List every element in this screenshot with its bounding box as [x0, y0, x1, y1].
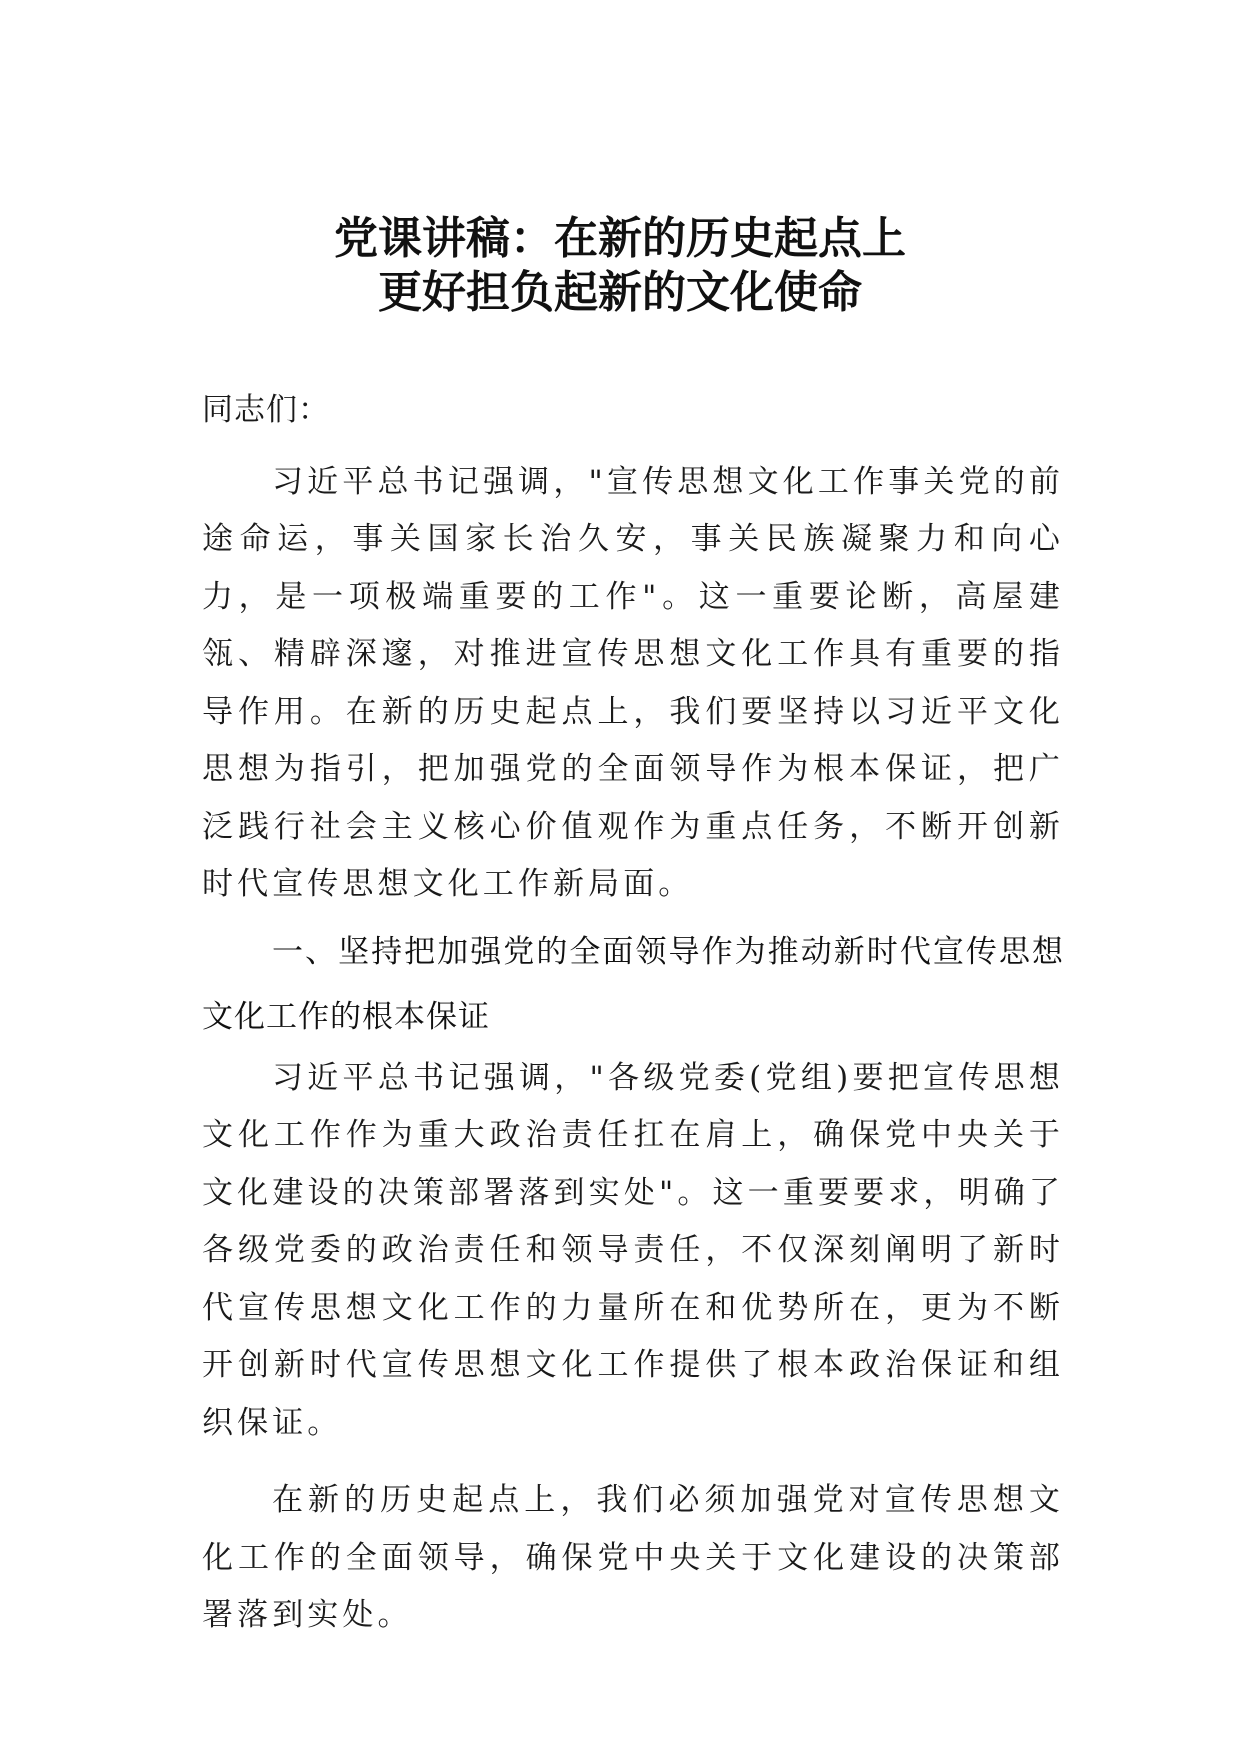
paragraph-section-2: 在新的历史起点上，我们必须加强党对宣传思想文化工作的全面领导，确保党中央关于文化建设的决策部署落到实处。 — [202, 1482, 1064, 1633]
paragraph-section-1: 习近平总书记强调，"各级党委(党组)要把宣传思想文化工作作为重大政治责任扛在肩上，确保党中央关于文化建设的决策部署落到实处"。这一重要要求，明确了各级党委的政治责任和领导责任，不仅深刻阐明了新时代宣传思想文化工作的力量所在和优势所在，更为不断开创新时代宣传思想文化工作提供了根本政治保证和组织保证。 — [202, 1059, 1064, 1441]
salutation: 同志们： — [202, 392, 330, 428]
document-title — [0, 212, 1240, 320]
title-line-1: 党课讲稿：在新的历史起点上 — [334, 213, 906, 264]
title-line-2: 更好担负起新的文化使命 — [378, 267, 862, 318]
document-body — [202, 382, 1064, 1645]
section-heading: 一、坚持把加强党的全面领导作为推动新时代宣传思想文化工作的根本保证 — [202, 933, 1064, 1035]
paragraph-intro: 习近平总书记强调，"宣传思想文化工作事关党的前途命运，事关国家长治久安，事关民族凝聚力和向心力，是一项极端重要的工作"。这一重要论断，高屋建瓴、精辟深邃，对推进宣传思想文化工作具有重要的指导作用。在新的历史起点上，我们要坚持以习近平文化思想为指引，把加强党的全面领导作为根本保证，把广泛践行社会主义核心价值观作为重点任务，不断开创新时代宣传思想文化工作新局面。 — [202, 463, 1064, 902]
